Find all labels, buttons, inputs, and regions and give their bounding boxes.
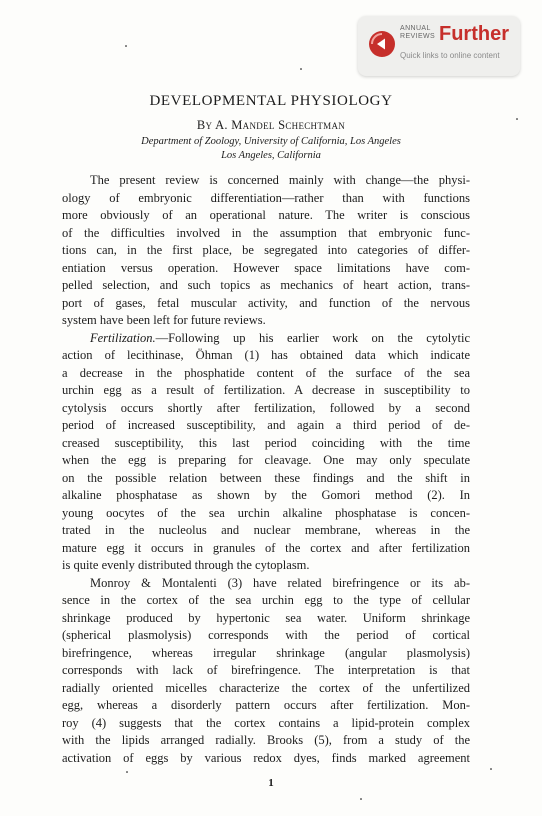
text-line-content: system have been left for future reviews. xyxy=(62,313,266,327)
text-line xyxy=(62,277,470,295)
text-line xyxy=(62,172,470,190)
article-title: DEVELOPMENTAL PHYSIOLOGY xyxy=(149,93,393,109)
text-line-content: radially oriented micelles characterize the cortex of the unfertilized xyxy=(62,680,470,695)
badge-further-label: Further xyxy=(439,23,509,45)
text-line xyxy=(62,347,470,365)
text-line xyxy=(62,627,470,645)
text-line xyxy=(62,592,470,610)
text-line-content: —Following up his earlier work on the cytolytic xyxy=(155,330,470,345)
text-line-content: young oocytes of the sea urchin alkaline phosphatase is concen- xyxy=(62,505,470,520)
text-line xyxy=(62,260,470,278)
text-line-content: cytolysis occurs shortly after fertilization, followed by a second xyxy=(62,400,470,415)
article-author: By A. Mandel Schechtman xyxy=(196,118,346,132)
text-line xyxy=(62,207,470,225)
text-line-content: period of increased susceptibility, and again a third period of de- xyxy=(62,418,470,432)
text-line xyxy=(62,540,470,558)
text-line-content: corresponds with lack of birefringence. The interpretation is that xyxy=(62,663,470,677)
text-line-content: roy (4) suggests that the cortex contains a lipid-protein complex xyxy=(62,715,470,730)
author-location: Los Angeles, California xyxy=(221,150,321,161)
text-line xyxy=(62,382,470,400)
scan-speck xyxy=(126,771,128,773)
text-line-content: Monroy & Montalenti (3) have related birefringence or its ab- xyxy=(90,575,470,590)
text-line xyxy=(62,417,470,435)
text-line-content: port of gases, fetal muscular activity, and function of the nervous xyxy=(62,295,470,310)
text-line xyxy=(62,487,470,505)
text-line-content: activation of eggs by various redox dyes, finds marked agreement xyxy=(62,750,470,765)
text-line-content: trated in the nucleolus and nuclear membrane, whereas in the xyxy=(62,523,470,537)
text-line xyxy=(62,697,470,715)
badge-subtitle: Quick links to online content xyxy=(400,51,500,60)
text-line xyxy=(62,680,470,698)
text-line-content: creased susceptibility, this last period coinciding with the time xyxy=(62,435,470,450)
text-line xyxy=(62,435,470,453)
text-line-content: alkaline phosphatase as shown by the Gomori method (2). In xyxy=(62,488,470,502)
text-line-content: when the egg is preparing for cleavage. One may only speculate xyxy=(62,453,470,467)
section-lead-heading: Fertilization. xyxy=(90,330,156,345)
further-badge[interactable] xyxy=(358,16,520,76)
text-line xyxy=(62,365,470,383)
text-line-content: egg, whereas a disorderly pattern occurs after fertilization. Mon- xyxy=(62,698,470,712)
text-line-content: sence in the cortex of the sea urchin egg to the type of cellular xyxy=(62,593,470,607)
text-line xyxy=(62,750,470,768)
badge-annual-label: ANNUAL xyxy=(400,25,431,32)
text-line-content: is quite evenly distributed through the cytoplasm. xyxy=(62,558,310,572)
text-line-content: more obviously of an operational nature. The writer is conscious xyxy=(62,208,470,222)
badge-reviews-label: REVIEWS xyxy=(400,33,436,40)
text-line-content: urchin egg as a result of fertilization. A decrease in susceptibility to xyxy=(62,383,470,397)
text-line xyxy=(62,557,470,575)
scan-speck xyxy=(360,798,362,800)
text-line-content: ology of embryonic differentiation—rather than with functions xyxy=(62,190,470,205)
text-line-content: with the lipids arranged radially. Brooks (5), from a study of the xyxy=(62,733,470,747)
text-line xyxy=(62,225,470,243)
scan-speck xyxy=(490,768,492,770)
text-line xyxy=(62,505,470,523)
text-line-content: The present review is concerned mainly with change—the physi- xyxy=(90,173,470,187)
text-line-content: on the possible relation between these findings and the shift in xyxy=(62,470,470,485)
text-line-content: entiation versus operation. However space limitations have com- xyxy=(62,260,470,275)
scan-speck xyxy=(125,45,127,47)
text-line-content: pelled selection, and such topics as mechanics of heart action, trans- xyxy=(62,278,470,292)
text-line xyxy=(62,190,470,208)
text-line xyxy=(62,662,470,680)
text-line-content: of the difficulties involved in the assumption that embryonic func- xyxy=(62,225,470,240)
text-line-content: birefringence, whereas irregular shrinkage (angular plasmolysis) xyxy=(62,645,470,660)
scan-speck xyxy=(300,68,302,70)
text-line xyxy=(62,575,470,593)
text-line-content: shrinkage produced by hypertonic sea water. Uniform shrinkage xyxy=(62,610,470,625)
text-line xyxy=(62,295,470,313)
text-line xyxy=(62,242,470,260)
text-line xyxy=(62,732,470,750)
author-affiliation: Department of Zoology, University of California, Los Angeles xyxy=(141,136,401,147)
text-line xyxy=(62,715,470,733)
text-line-content: mature egg it occurs in granules of the cortex and after fertilization xyxy=(62,540,470,555)
page-number: 1 xyxy=(268,777,274,789)
article-body xyxy=(62,172,470,767)
text-line xyxy=(62,312,470,330)
annual-reviews-logo-icon xyxy=(368,30,396,58)
text-line xyxy=(62,522,470,540)
text-line-content: tions can, in the first place, be segregated into categories of differ- xyxy=(62,243,470,257)
text-line xyxy=(62,330,470,348)
text-line xyxy=(62,400,470,418)
text-line xyxy=(62,610,470,628)
text-line xyxy=(62,470,470,488)
text-line-content: action of lecithinase, Öhman (1) has obtained data which indicate xyxy=(62,348,470,362)
scan-speck xyxy=(516,118,518,120)
text-line-content: a decrease in the phosphatide content of the surface of the sea xyxy=(62,365,470,380)
text-line xyxy=(62,645,470,663)
text-line-content: (spherical plasmolysis) corresponds with the period of cortical xyxy=(62,628,470,642)
text-line xyxy=(62,452,470,470)
